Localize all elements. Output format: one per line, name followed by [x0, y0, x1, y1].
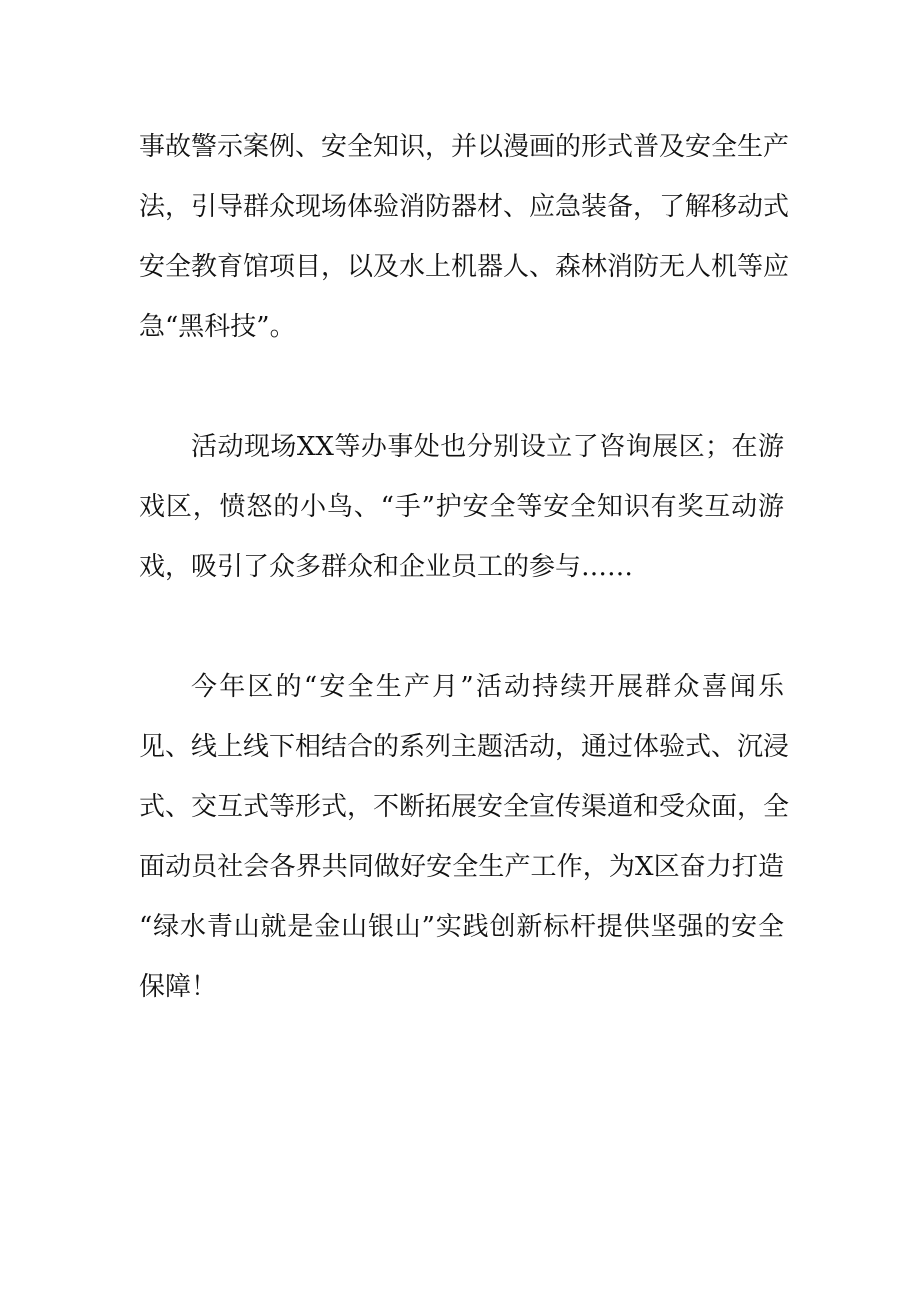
text-line: 安全教育馆项目，以及水上机器人、森林消防无人机等应: [139, 252, 790, 282]
document-body: [139, 117, 790, 1017]
text-line: 见、线上线下相结合的系列主题活动，通过体验式、沉浸: [139, 732, 790, 762]
text-line: 戏，吸引了众多群众和企业员工的参与……: [139, 552, 634, 582]
paragraph-2: [139, 417, 784, 597]
text-line: 保障！: [139, 972, 218, 1002]
text-line: 今年区的“安全生产月”活动持续开展群众喜闻乐: [191, 672, 784, 702]
paragraph-1: [139, 117, 790, 357]
paragraph-3: [139, 657, 790, 1017]
text-line: 法，引导群众现场体验消防器材、应急装备，了解移动式: [139, 192, 790, 222]
text-line: 戏区，愤怒的小鸟、“手”护安全等安全知识有奖互动游: [139, 492, 784, 522]
text-line: 急“黑科技”。: [139, 312, 296, 342]
paragraph-spacer: [139, 597, 784, 657]
text-line: 活动现场XX等办事处也分别设立了咨询展区；在游: [191, 432, 784, 462]
text-line: 式、交互式等形式，不断拓展安全宣传渠道和受众面，全: [139, 792, 790, 822]
text-line: 事故警示案例、安全知识，并以漫画的形式普及安全生产: [139, 132, 790, 162]
text-line: “绿水青山就是金山银山”实践创新标杆提供坚强的安全: [139, 912, 784, 942]
paragraph-spacer: [139, 357, 784, 417]
text-line: 面动员社会各界共同做好安全生产工作，为X区奋力打造: [139, 852, 784, 882]
